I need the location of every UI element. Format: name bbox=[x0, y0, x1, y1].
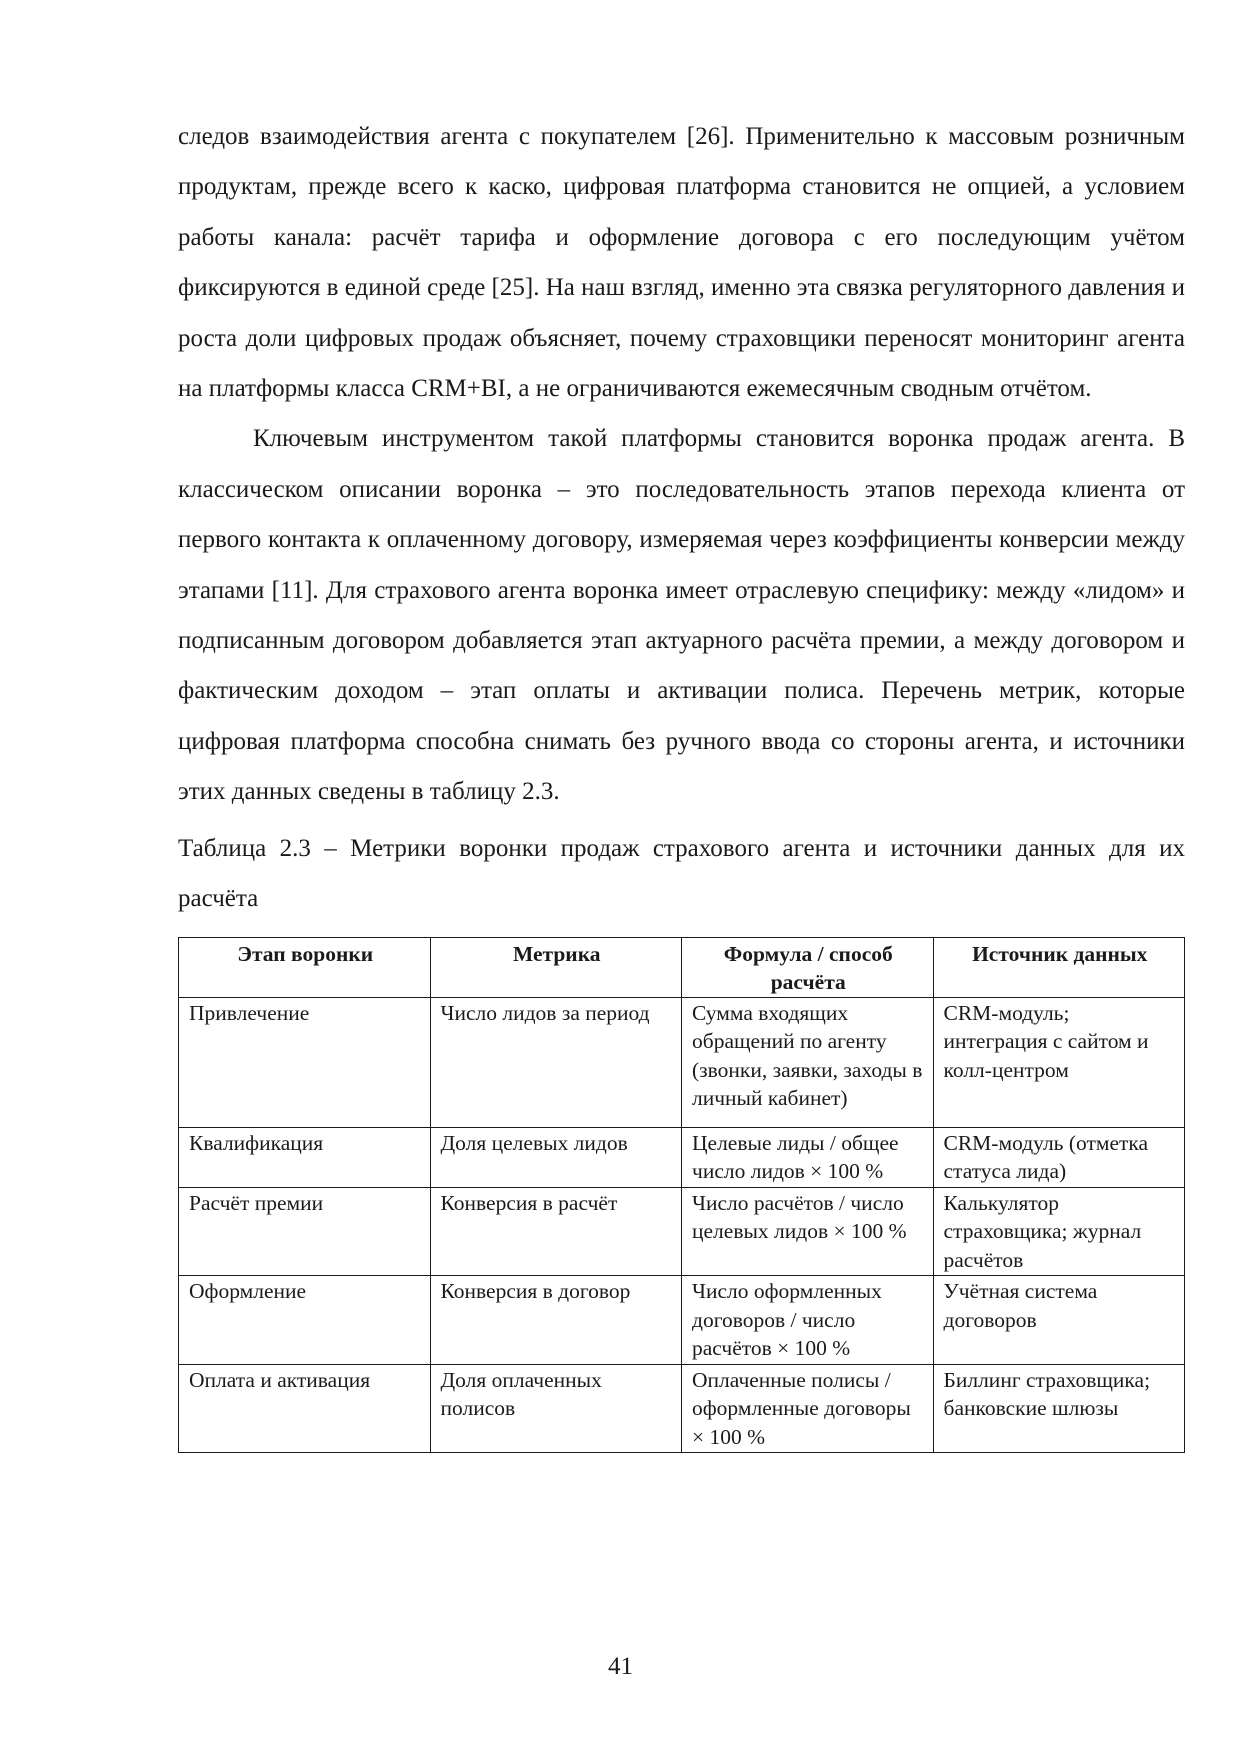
table-cell: Целевые лиды / общее число лидов × 100 % bbox=[682, 1127, 934, 1187]
table-header-row bbox=[179, 937, 1185, 997]
table-header-cell: Формула / способ расчёта bbox=[682, 937, 934, 997]
table-row bbox=[179, 1364, 1185, 1453]
table-cell: Сумма входящих обращений по агенту (звонки, заявки, заходы в личный кабинет) bbox=[682, 997, 934, 1127]
table-cell: Оплаченные полисы / оформленные договоры × 100 % bbox=[682, 1364, 934, 1453]
table-cell: CRM-модуль (отметка статуса лида) bbox=[933, 1127, 1185, 1187]
table-cell: Учётная система договоров bbox=[933, 1276, 1185, 1365]
table-header-cell: Источник данных bbox=[933, 937, 1185, 997]
table-cell: Привлечение bbox=[179, 997, 431, 1127]
table-row bbox=[179, 1187, 1185, 1276]
table-cell: Число лидов за период bbox=[430, 997, 682, 1127]
table-cell: Калькулятор страховщика; журнал расчётов bbox=[933, 1187, 1185, 1276]
table-cell: Биллинг страховщика; банковские шлюзы bbox=[933, 1364, 1185, 1453]
table-header-cell: Этап воронки bbox=[179, 937, 431, 997]
table-cell: Оформление bbox=[179, 1276, 431, 1365]
table-row bbox=[179, 1127, 1185, 1187]
page-number: 41 bbox=[608, 1653, 633, 1680]
table-row bbox=[179, 1276, 1185, 1365]
table-cell: Конверсия в расчёт bbox=[430, 1187, 682, 1276]
page-content bbox=[178, 112, 1185, 1453]
table-caption: Таблица 2.3 – Метрики воронки продаж страхового агента и источники данных для их расчёта bbox=[178, 834, 1185, 913]
table-cell: Доля оплаченных полисов bbox=[430, 1364, 682, 1453]
table-cell: Число оформленных договоров / число расчётов × 100 % bbox=[682, 1276, 934, 1365]
body-paragraph-continued: следов взаимодействия агента с покупателем [26]. Применительно к массовым розничным продуктам, прежде всего к каско, цифровая платформа становится не опцией, а условием работы канала: расчёт тарифа и оформление договора с его последующим учётом фиксируются в единой среде [25]. На наш взгляд, именно эта связка регуляторного давления и роста доли цифровых продаж объясняет, почему страховщики переносят мониторинг агента на платформы класса CRM+BI, а не ограничиваются ежемесячным сводным отчётом. bbox=[178, 123, 1185, 403]
table-cell: Расчёт премии bbox=[179, 1187, 431, 1276]
table-cell: CRM-модуль; интеграция с сайтом и колл-центром bbox=[933, 997, 1185, 1127]
table-cell: Квалификация bbox=[179, 1127, 431, 1187]
table-cell: Конверсия в договор bbox=[430, 1276, 682, 1365]
metrics-table bbox=[178, 937, 1185, 1454]
table-cell: Оплата и активация bbox=[179, 1364, 431, 1453]
table-row bbox=[179, 997, 1185, 1127]
table-header-cell: Метрика bbox=[430, 937, 682, 997]
table-cell: Доля целевых лидов bbox=[430, 1127, 682, 1187]
table-cell: Число расчётов / число целевых лидов × 100 % bbox=[682, 1187, 934, 1276]
body-paragraph: Ключевым инструментом такой платформы становится воронка продаж агента. В классическом описании воронка – это последовательность этапов перехода клиента от первого контакта к оплаченному договору, измеряемая через коэффициенты конверсии между этапами [11]. Для страхового агента воронка имеет отраслевую специфику: между «лидом» и подписанным договором добавляется этап актуарного расчёта премии, а между договором и фактическим доходом – этап оплаты и активации полиса. Перечень метрик, которые цифровая платформа способна снимать без ручного ввода со стороны агента, и источники этих данных сведены в таблицу 2.3. bbox=[178, 425, 1185, 806]
